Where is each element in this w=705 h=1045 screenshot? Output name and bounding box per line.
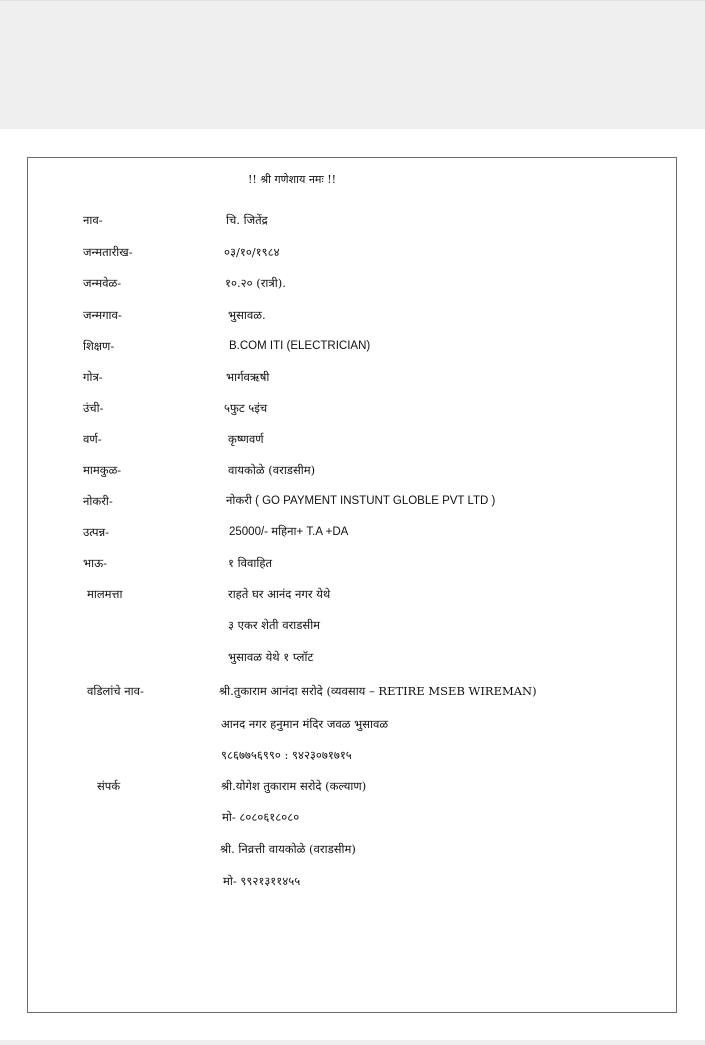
label-property: मालमत्ता [87,587,123,601]
value-height: ५फुट ५इंच [224,401,268,415]
label-education: शिक्षण- [83,339,115,353]
value-birth-date: ०३/१०/१९८४ [224,245,280,259]
label-gotra: गोत्र- [83,370,103,384]
value-birth-time: १०.२० (रात्री). [225,276,286,290]
father-line: आनद नगर हनुमान मंदिर जवळ भुसावळ [221,717,389,731]
property-line: ३ एकर शेती वराडसीम [228,618,321,632]
label-job: नोकरी- [83,494,113,508]
father-line: श्री.तुकाराम आनंदा सरोदे (व्यवसाय – RETIRE MSEB WIREMAN) [219,684,537,698]
label-name: नाव- [83,213,103,227]
document-page [27,157,677,1013]
label-complexion: वर्ण- [83,432,102,446]
label-maternal-family: मामकुळ- [83,463,122,477]
label-height: उंची- [83,401,104,415]
contact-line: श्री. निव्रत्ती वायकोळे (वराडसीम) [220,842,356,856]
label-contact: संपर्क [97,779,121,793]
value-birth-place: भुसावळ. [228,308,266,322]
value-brother: १ विवाहित [228,556,273,570]
label-brother: भाऊ- [83,556,107,570]
document-header: !! श्री गणेशाय नमः !! [248,173,337,186]
value-name: चि. जितेंद्र [226,213,268,227]
label-father-name: वडिलांचे नाव- [87,684,144,698]
property-line: भुसावळ येथे १ प्लॉट [228,650,314,664]
label-birth-time: जन्मवेळ- [83,276,122,290]
property-line: राहते घर आनंद नगर येथे [228,587,331,601]
value-gotra: भार्गवऋषी [226,370,270,384]
value-maternal-family: वायकोळे (वराडसीम) [228,463,316,477]
viewer-toolbar-area [0,0,705,129]
value-job: नोकरी ( GO PAYMENT INSTUNT GLOBLE PVT LTD ) [226,495,496,507]
label-income: उत्पन्न- [83,525,110,539]
viewer-bottom-band [0,1040,705,1045]
label-birth-place: जन्मगाव- [83,308,122,322]
contact-line: श्री.योगेश तुकाराम सरोदे (कल्याण) [221,779,367,793]
value-education: B.COM ITI (ELECTRICIAN) [229,340,371,352]
father-phone: ९८६७७५६९९० : ९४२३०७१७१५ [221,748,352,762]
value-complexion: कृष्णवर्ण [228,432,264,446]
value-income: 25000/- महिना+ T.A +DA [229,526,349,538]
contact-phone: मो- ८०८०६१८०८० [222,810,300,824]
label-birth-date: जन्मतारीख- [83,245,133,259]
contact-phone: मो- ९९२१३११४५५ [223,874,301,888]
